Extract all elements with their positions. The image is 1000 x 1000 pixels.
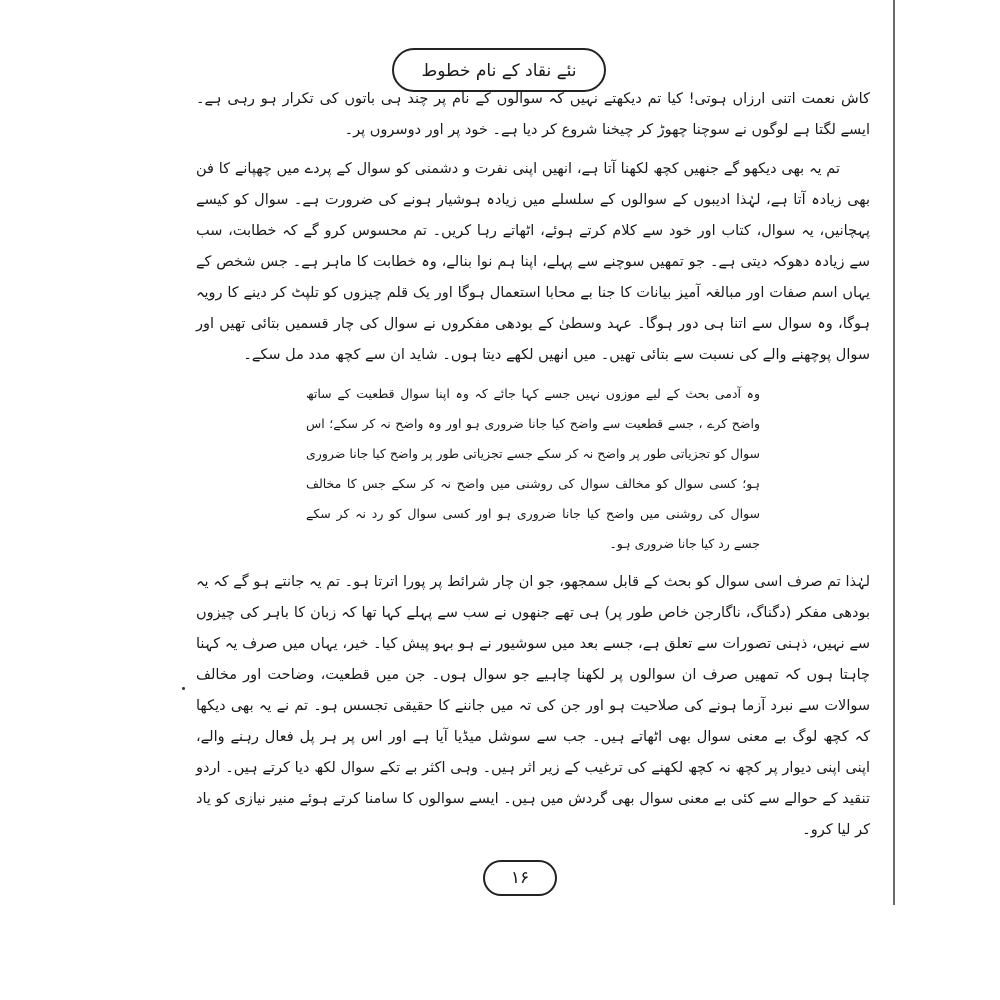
text-line: زیادہ آتا ہے، لہٰذا ادیبوں کے سوالوں کے سلسلے میں زیادہ ہوشیار ہونے کی ضرورت ہے۔ سوال کو کیسے پہچانیں، یہ xyxy=(196,192,870,239)
text-line: تم یہ بھی دیکھو گے جنھیں کچھ لکھنا آتا ہے، انھیں اپنی نفرت و دشمنی کو سوال کے پردے میں چھپانے کا فن بھی xyxy=(196,161,870,208)
text-line: سوالوں پر لکھنا چاہیے جو سوال ہوں۔ جن میں قطعیت، وضاحت اور مخالف سوالات سے نبرد آزما ہونے کی صلاحیت ہو xyxy=(196,667,870,714)
quote-line: ، جسے قطعیت سے واضح کیا جانا ضروری ہو اور وہ واضح نہ کر سکے؛ اس سوال کو تجزیاتی طور پر واضح نہ xyxy=(306,416,761,461)
scan-speck xyxy=(182,687,185,690)
text-line: کاش نعمت اتنی ارزاں ہوتی! کیا تم دیکھتے نہیں کہ سوالوں کے نام پر چند ہی باتوں کی تکرار ہو رہی ہے۔ ایسے لگتا ہے لوگوں xyxy=(196,91,870,138)
text-line: کرتے ہوئے منیر نیازی کو یاد کر لیا کرو۔ xyxy=(196,791,870,838)
paragraph-1 xyxy=(196,84,870,146)
page-number: ۱۶ xyxy=(510,868,530,888)
text-line: بیانات کا جنا بے محابا استعمال ہوگا اور یک قلم چیزوں کو تلپٹ کر دینے کا رویہ ہوگا، وہ سوال سے اتنا ہی دور ہوگا۔ عہد وسطیٰ xyxy=(196,285,870,332)
book-title: نئے نقاد کے نام خطوط xyxy=(421,60,577,81)
text-line: (دگناگ، ناگارجن خاص طور پر) ہی تھے جنھوں نے سب سے پہلے کہا تھا کہ زبان کا باہر کی چیزوں سے نہیں، ذہنی xyxy=(196,605,871,652)
quote-line: وہ آدمی بحث کے لیے موزوں نہیں جسے کہا جائے کہ وہ اپنا سوال قطعیت کے ساتھ واضح کرے xyxy=(306,386,760,431)
text-line: بے تکے سوال لکھ دیا کرتے ہیں۔ اردو تنقید کے حوالے سے کئی بے معنی سوال بھی گردش میں ہیں۔ ایسے سوالوں کا سامنا xyxy=(196,760,870,807)
quote-line: کر سکے جس کا مخالف سوال کی روشنی میں واضح کیا جانا ضروری ہو اور کسی سوال کو رد نہ کر سکے جسے xyxy=(306,476,760,551)
block-quote xyxy=(306,379,760,559)
quote-line: کر سکے جسے تجزیاتی طور پر واضح کیا جانا ضروری ہو؛ کسی سوال کو مخالف سوال کی روشنی میں واضح نہ xyxy=(306,446,761,491)
text-line: سوال، کتاب اور خود سے کلام کرتے ہوئے، اٹھاتے رہا کریں۔ تم محسوس کرو گے کہ خطابت، سب سے زیادہ دھوکہ دیتی xyxy=(196,223,870,270)
page-number-badge xyxy=(483,860,557,896)
text-line: کے بودھی مفکروں نے سوال کی چار قسمیں بتائی تھیں اور سوال پوچھنے والے کی نسبت سے بتائی تھیں۔ میں انھیں لکھے دیتا xyxy=(196,316,870,363)
text-line: لہٰذا تم صرف اسی سوال کو بحث کے قابل سمجھو، جو ان چار شرائط پر پورا اترتا ہو۔ تم یہ جانتے ہو گے کہ یہ بودھی مفکر xyxy=(196,574,870,621)
text-line: ہے۔ جو تمھیں سوچنے سے پہلے، اپنا ہم نوا بنالے، وہ خطابت کا ماہر ہے۔ جس شخص کے یہاں اسم صفات اور مبالغہ آمیز xyxy=(196,254,870,301)
text-line: ہوں۔ شاید ان سے کچھ مدد مل سکے۔ xyxy=(243,347,478,363)
text-line: میڈیا آیا ہے اور اس پر ہر پل فعال رہنے والے، اپنی اپنی دیوار پر کچھ نہ کچھ لکھنے کی ترغیب کے زیر اثر ہیں۔ وہی اکثر xyxy=(196,729,871,776)
text-line: تصورات سے تعلق ہے، جسے بعد میں سوشیور نے ہو بہو پیش کیا۔ خیر، یہاں میں صرف یہ کہنا چاہتا ہوں کہ تمھیں صرف ان xyxy=(196,636,871,683)
text-line: نے سوچنا چھوڑ کر چیخنا شروع کر دیا ہے۔ خود پر اور دوسروں پر۔ xyxy=(344,122,747,138)
text-line: اور جن کی تہ میں جاننے کا حقیقی تجسس ہو۔ تم نے یہ بھی دیکھا کہ کچھ لوگ بے معنی سوال بھی اٹھاتے ہیں۔ جب سے سوشل xyxy=(196,698,870,745)
page-body xyxy=(196,0,870,896)
page-edge-line xyxy=(893,0,895,905)
quote-line: رد کیا جانا ضروری ہو۔ xyxy=(609,536,730,551)
paragraph-3 xyxy=(196,567,870,846)
paragraph-2 xyxy=(196,154,870,371)
